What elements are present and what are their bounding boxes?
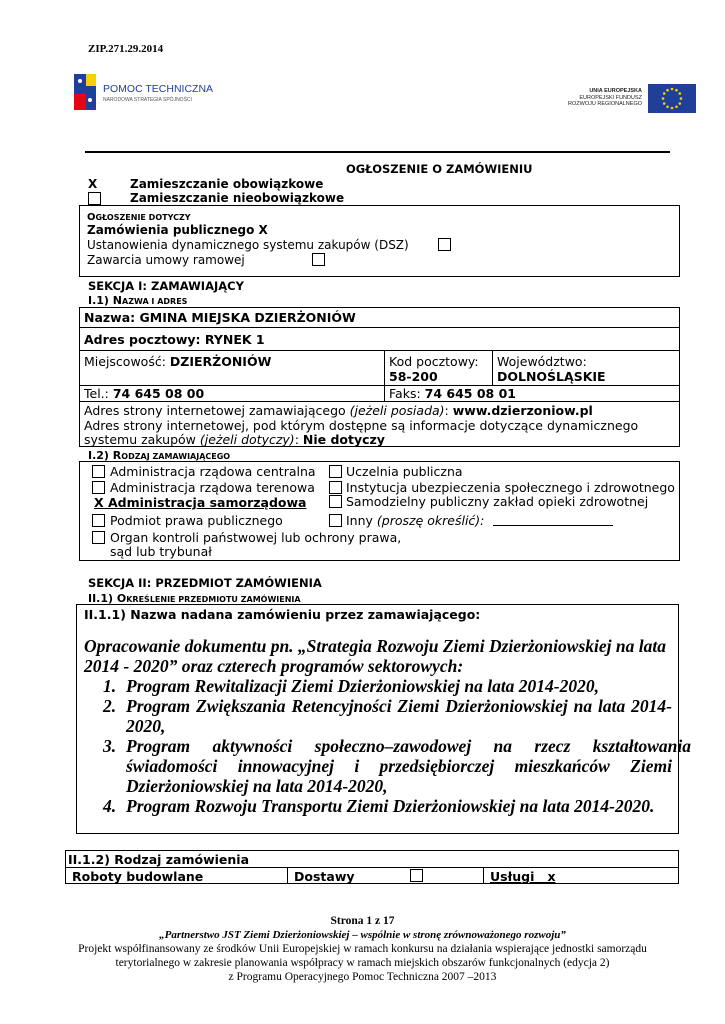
type-health-checkbox[interactable] [329,495,342,508]
order-item-3-line3: Dzierżoniowskiej na lata 2014-2020, [126,776,388,796]
type-university: Uczelnia publiczna [346,464,463,479]
authority-address: Adres pocztowy: RYNEK 1 [84,332,265,347]
authority-name: Nazwa: GMINA MIEJSKA DZIERŻONIÓW [84,310,356,325]
order-item-2-line2: 2020, [126,716,166,736]
order-type-supplies-checkbox[interactable] [410,869,423,882]
section2-title: SEKCJA II: PRZEDMIOT ZAMÓWIENIA [88,576,322,590]
order-item-1-number: 1. [103,676,117,696]
pomoc-techniczna-logo [72,72,212,114]
notice-public-order: Zamówienia publicznego X [87,223,268,237]
order-item-2-line1: Program Zwiększania Retencyjności Ziemi Dzierżoniowskiej na lata 2014- [126,696,672,716]
order-name-heading: II.1.1) Nazwa nadana zamówieniu przez zamawiającego: [84,607,481,622]
authority-www: Adres strony internetowej zamawiającego (jeżeli posiada): www.dzierzoniow.pl [84,403,593,418]
authority-dsz-line1: Adres strony internetowej, pod którym dostępne są informacje dotyczące dynamicznego [84,418,639,433]
eu-logo [560,84,700,114]
authority-dsz-line2: systemu zakupów (jeżeli dotyczy): Nie dotyczy [84,432,385,447]
header-rule [85,151,670,153]
notice-framework: Zawarcia umowy ramowej [87,253,245,267]
order-item-1-line1: Program Rewitalizacji Ziemi Dzierżoniowskiej na lata 2014-2020, [126,676,600,696]
order-intro-line1: Opracowanie dokumentu pn. „Strategia Rozwoju Ziemi Dzierżoniowskiej na lata [84,636,666,656]
eu-flag-icon [648,84,696,113]
notice-heading: OGŁOSZENIE DOTYCZY [87,212,191,223]
logo-emblem-icon [72,72,98,112]
authority-region-label: Województwo: [497,354,587,369]
placement-mandatory: Zamieszczanie obowiązkowe [130,177,324,191]
order-item-3-number: 3. [103,736,117,756]
notice-dsz-checkbox[interactable] [438,238,451,251]
type-insurance-checkbox[interactable] [329,481,342,494]
type-university-checkbox[interactable] [329,465,342,478]
footer-line2: terytorialnego w zakresie planowania współpracy w ramach miejskich obszarów funkcjonalnych (edycja 2) [115,957,610,969]
type-central: Administracja rządowa centralna [110,464,316,479]
eu-label-2: EUROPEJSKI FUNDUSZ [579,94,642,101]
logo-subtitle: NARODOWA STRATEGIA SPÓJNOŚCI [103,97,192,103]
placement-optional-checkbox[interactable] [88,192,101,205]
authority-region-value: DOLNOŚLĄSKIE [497,369,606,384]
type-other: Inny (proszę określić): [346,513,485,528]
authority-tel: Tel.: 74 645 08 00 [84,386,205,401]
type-central-checkbox[interactable] [92,465,105,478]
logo-title: POMOC TECHNICZNA [103,83,214,95]
type-selfgov-selected[interactable]: X Administracja samorządowa [94,495,307,510]
type-insurance: Instytucja ubezpieczenia społecznego i zdrowotnego [346,480,675,495]
type-control-checkbox[interactable] [92,531,105,544]
order-item-3-line1: Program aktywności społeczno–zawodowej na rzecz kształtowania [126,736,691,756]
section2-sub1-heading: II.1) OKREŚLENIE PRZEDMIOTU ZAMÓWIENIA [88,592,301,605]
order-type-supplies: Dostawy [294,869,355,884]
authority-city: Miejscowość: DZIERŻONIÓW [84,354,272,369]
type-other-input[interactable] [493,525,613,526]
order-type-works: Roboty budowlane [72,869,204,884]
authority-fax: Faks: 74 645 08 01 [389,386,516,401]
type-control-line2: sąd lub trybunał [110,544,212,559]
order-item-3-line2: świadomości innowacyjnej i przedsiębiorczej mieszkańców Ziemi [126,756,672,776]
type-terrain-checkbox[interactable] [92,481,105,494]
page-title: OGŁOSZENIE O ZAMÓWIENIU [346,162,533,176]
placement-optional: Zamieszczanie nieobowiązkowe [130,191,345,205]
order-item-4-line1: Program Rozwoju Transportu Ziemi Dzierżoniowskiej na lata 2014-2020. [126,796,655,816]
type-public-law: Podmiot prawa publicznego [110,513,283,528]
document-reference: ZIP.271.29.2014 [88,43,164,55]
notice-dsz: Ustanowienia dynamicznego systemu zakupów (DSZ) [87,238,409,252]
type-public-law-checkbox[interactable] [92,514,105,527]
section1-title: SEKCJA I: ZAMAWIAJĄCY [88,279,244,293]
section1-sub2-heading: I.2) RODZAJ ZAMAWIAJĄCEGO [88,449,231,462]
footer-page-number: Strona 1 z 17 [330,915,395,927]
type-other-checkbox[interactable] [329,514,342,527]
placement-mark: X [88,177,98,191]
type-control-line1: Organ kontroli państwowej lub ochrony prawa, [110,530,402,545]
section1-sub1-heading: I.1) NAZWA I ADRES [88,294,188,307]
footer-motto: „Partnerstwo JST Ziemi Dzierżoniowskiej – wspólnie w stronę zrównoważonego rozwoju” [159,929,566,941]
order-type-services[interactable]: Usługi x [490,869,556,884]
order-item-2-number: 2. [103,696,117,716]
footer-line3: z Programu Operacyjnego Pomoc Techniczna 2007 –2013 [228,971,497,983]
eu-label-3: ROZWOJU REGIONALNEGO [568,101,642,107]
eu-label-1: UNIA EUROPEJSKA [589,88,642,94]
notice-framework-checkbox[interactable] [312,253,325,266]
type-health: Samodzielny publiczny zakład opieki zdrowotnej [346,494,649,509]
authority-postal-value: 58-200 [389,369,438,384]
type-terrain: Administracja rządowa terenowa [110,480,315,495]
footer-line1: Projekt współfinansowany ze środków Unii Europejskiej w ramach konkursu na działania wspierające jednostki samorządu [78,943,647,955]
order-type-heading: II.1.2) Rodzaj zamówienia [68,852,250,867]
order-intro-line2: 2014 - 2020” oraz czterech programów sektorowych: [84,656,464,676]
order-item-4-number: 4. [103,796,117,816]
authority-postal-label: Kod pocztowy: [389,354,479,369]
